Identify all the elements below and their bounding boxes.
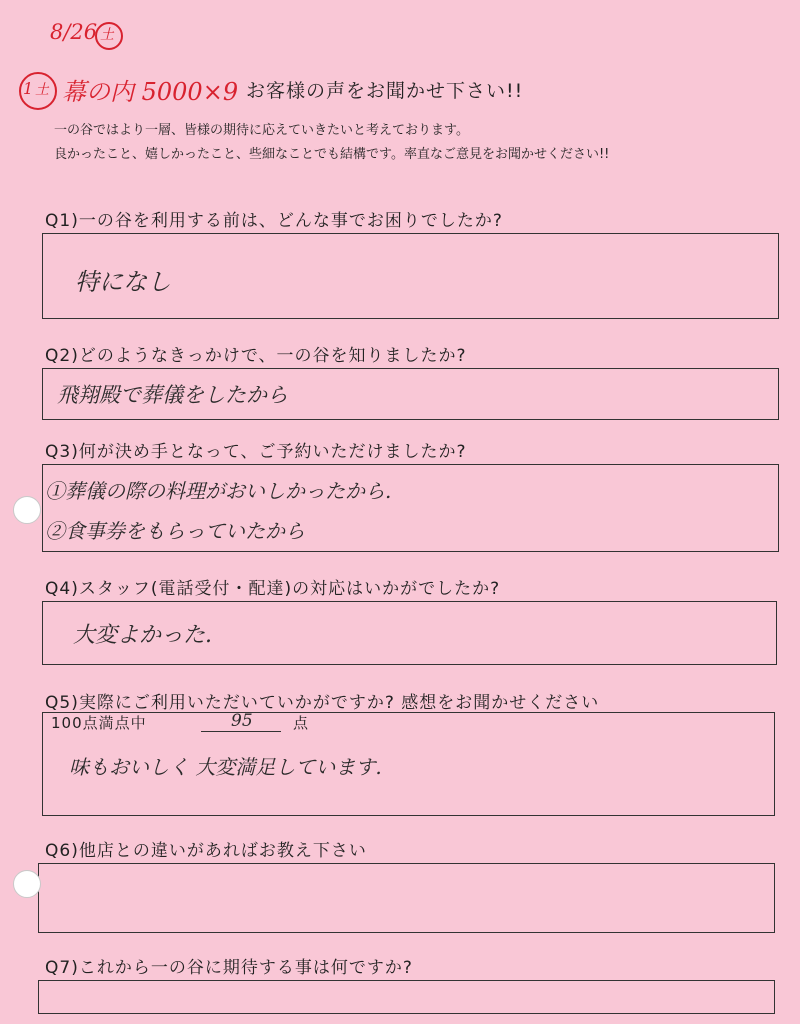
handwritten-order-day: 土 <box>35 82 49 98</box>
question-1-label: Q1)一の谷を利用する前は、どんな事でお困りでしたか? <box>45 211 503 231</box>
question-7-label: Q7)これから一の谷に期待する事は何ですか? <box>45 958 413 978</box>
question-4-label: Q4)スタッフ(電話受付・配達)の対応はいかがでしたか? <box>45 579 501 599</box>
score-prefix: 100点満点中 <box>51 714 147 732</box>
question-2-label: Q2)どのようなきっかけで、一の谷を知りましたか? <box>45 346 467 366</box>
handwritten-order-number: 1 <box>23 79 34 98</box>
handwritten-date-day: 土 <box>100 27 114 43</box>
survey-title: お客様の声をお聞かせ下さい!! <box>246 80 524 102</box>
question-3-label: Q3)何が決め手となって、ご予約いただけましたか? <box>45 442 467 462</box>
answer-box-1 <box>42 233 779 319</box>
answer-3-line-1: ①葬儀の際の料理がおいしかったから. <box>45 479 392 503</box>
answer-box-3 <box>42 464 779 552</box>
score-underline <box>201 731 281 732</box>
question-5-label: Q5)実際にご利用いただいていかがですか? 感想をお聞かせください <box>45 693 600 713</box>
answer-2-text: 飛翔殿で葬儀をしたから <box>57 383 288 407</box>
intro-line-1: 一の谷ではより一層、皆様の期待に応えていきたいと考えております。 <box>54 123 469 138</box>
answer-3-line-2: ②食事券をもらっていたから <box>45 519 305 543</box>
answer-4-text: 大変よかった. <box>73 623 212 648</box>
answer-box-4 <box>42 601 777 665</box>
answer-box-6 <box>38 863 775 933</box>
handwritten-order-note: 幕の内 5000×9 <box>62 78 239 106</box>
intro-line-2: 良かったこと、嬉しかったこと、些細なことでも結構です。率直なご意見をお聞かせください!! <box>54 147 610 162</box>
punch-hole-upper <box>13 496 41 524</box>
score-suffix: 点 <box>293 714 309 732</box>
answer-box-2 <box>42 368 779 420</box>
score-value: 95 <box>231 711 253 731</box>
answer-5-text: 味もおいしく 大変満足しています. <box>69 755 382 779</box>
answer-box-7 <box>38 980 775 1014</box>
question-6-label: Q6)他店との違いがあればお教え下さい <box>45 841 367 861</box>
answer-1-text: 特になし <box>75 268 171 296</box>
answer-box-5 <box>42 712 775 816</box>
handwritten-date: 8/26 <box>50 20 98 44</box>
punch-hole-lower <box>13 870 41 898</box>
